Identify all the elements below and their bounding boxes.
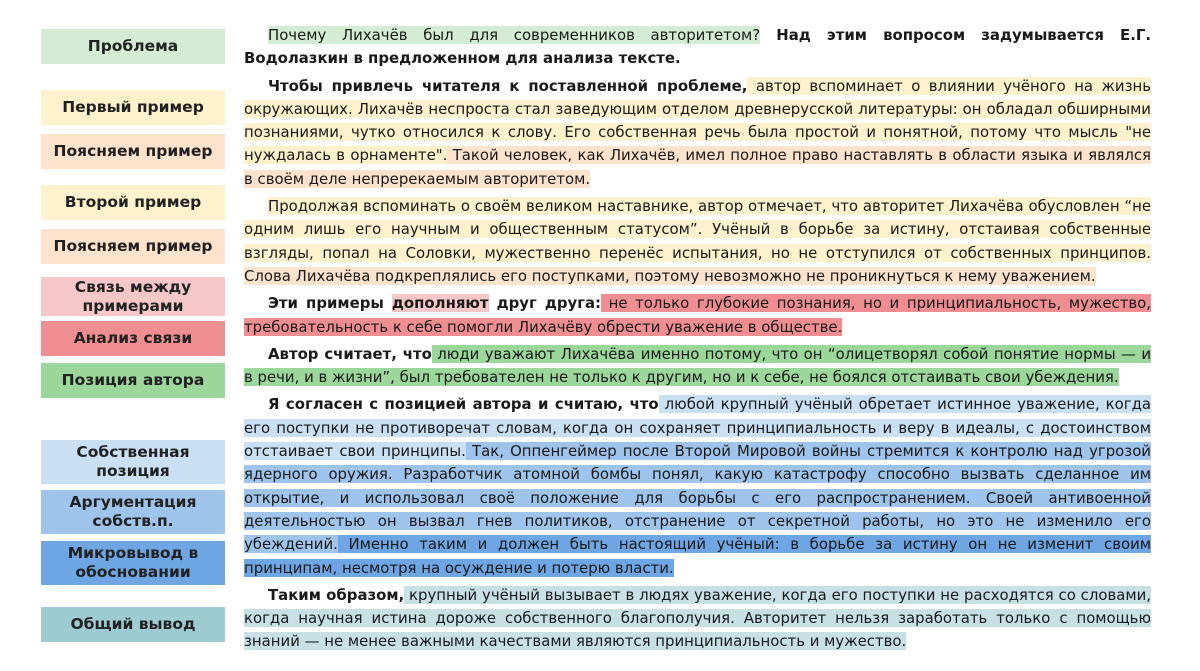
conclusion-intro: Таким образом, [268,585,405,604]
label-analysis [41,321,225,356]
label-general-conclusion-text: Общий вывод [70,615,196,633]
link-intro-1: Эти примеры [268,294,392,313]
paragraph-own-position [244,393,1151,579]
label-example-1 [41,90,225,125]
paragraph-example-1 [244,75,1151,191]
micro-conclusion-text: Именно таким и должен быть настоящий учёный: в борьбе за истину он не изменит своим принципам, несмотря на осуждение и потерю власти. [244,535,1151,577]
conclusion-text: крупный учёный вызывает в людях уважение, когда его поступки не расходятся со словами, когда научная истина дороже собственного благополучия. Авторитет нельзя заработать только с помощью знаний — не менее важными качествами являются принципиальность и мужество. [244,585,1151,651]
example-1-intro: Чтобы привлечь читателя к поставленной проблеме, [268,76,748,95]
label-analysis-text: Анализ связи [73,329,193,347]
own-position-text: любой крупный учёный обретает истинное уважение, когда его поступки не противоречат словам, когда он сохраняет принципиальность и веру в идеалы, с достоинством отстаивает свои принципы. [244,395,1151,461]
label-argumentation-text: Аргументация собств.п. [69,493,197,530]
author-position-text: люди уважают Лихачёва именно потому, что он “олицетворял собой понятие нормы — и в речи, и в жизни”, был требователен не только к другим, но и к себе, не боялся отстаивать свои убеждения. [244,344,1152,387]
paragraph-analysis [244,292,1151,339]
label-problem-text: Проблема [87,37,179,55]
label-example-2-text: Второй пример [64,193,202,211]
example-1-text: автор вспоминает о влиянии учёного на жизнь окружающих. Лихачёв неспроста стал заведующим отделом древнерусской литературы: он обладал обширными познаниями, чутко относился к слову. Его собственная речь была простой и понятной, потому что мысль "не нуждалась в орнаменте". [244,76,1152,165]
label-author-position-text: Позиция автора [61,371,205,389]
link-word: дополняют [391,294,489,313]
label-general-conclusion [41,607,225,642]
argumentation-text: Так, Оппенгеймер после Второй Мировой войны стремится к контролю над угрозой ядерного оружия. Разработчик атомной бомбы понял, какую катастрофу способно вызвать сделанное им открытие, и использовал своё положение для борьбы с его распространением. Своей антивоенной деятельностью он вызвал гнев политиков, отстранение от секретной работы, но это не изменило его убеждений. [244,442,1151,554]
paragraph-problem [244,24,1151,71]
label-explain-1-text: Поясняем пример [53,142,213,160]
analysis-text: не только глубокие познания, но и принципиальность, мужество, требовательность к себе помогли Лихачёву обрести уважение в обществе. [244,294,1152,336]
label-explain-2-text: Поясняем пример [53,237,213,255]
paragraph-conclusion [244,584,1151,654]
label-micro-conclusion-text: Микровывод в обосновании [67,544,199,581]
paragraph-example-2 [244,195,1151,288]
label-own-position-text: Собственная позиция [76,443,190,480]
link-intro-2: друг друга: [488,294,601,313]
label-micro-conclusion [41,541,225,585]
label-argumentation [41,490,225,534]
paragraph-author-position [244,343,1151,390]
label-explain-2 [41,229,225,264]
example-2-text: Продолжая вспоминать о своём великом наставнике, автор отмечает, что авторитет Лихачёва обусловлен “не одним лишь его научным и общественным статусом”. Учёный в борьбе за истину, отстаивая собственные взгляды, попал на Соловки, мужественно перенёс испытания, но не отступился от собственных принципов. [244,197,1151,262]
problem-source: Над этим вопросом задумывается Е.Г. Водолазкин в предложенном для анализа тексте. [244,26,1151,68]
own-position-intro: Я согласен с позицией автора и считаю, что [268,395,659,414]
explain-1-text: Такой человек, как Лихачёв, имел полное право наставлять в области языка и являлся в своём деле непререкаемым авторитетом. [244,146,1152,188]
label-problem [41,29,225,64]
problem-question: Почему Лихачёв был для современников авторитетом? [268,26,761,44]
label-own-position [41,440,225,484]
label-example-2 [41,185,225,220]
label-explain-1 [41,134,225,169]
label-example-1-text: Первый пример [62,98,204,116]
essay-text [244,24,1151,658]
label-link [41,277,225,316]
label-author-position [41,363,225,398]
author-position-intro: Автор считает, что [268,344,432,363]
explain-2-text: Слова Лихачёва подкреплялись его поступками, поэтому невозможно не проникнуться к нему уважением. [244,266,1096,285]
label-link-text: Связь между примерами [74,277,192,315]
